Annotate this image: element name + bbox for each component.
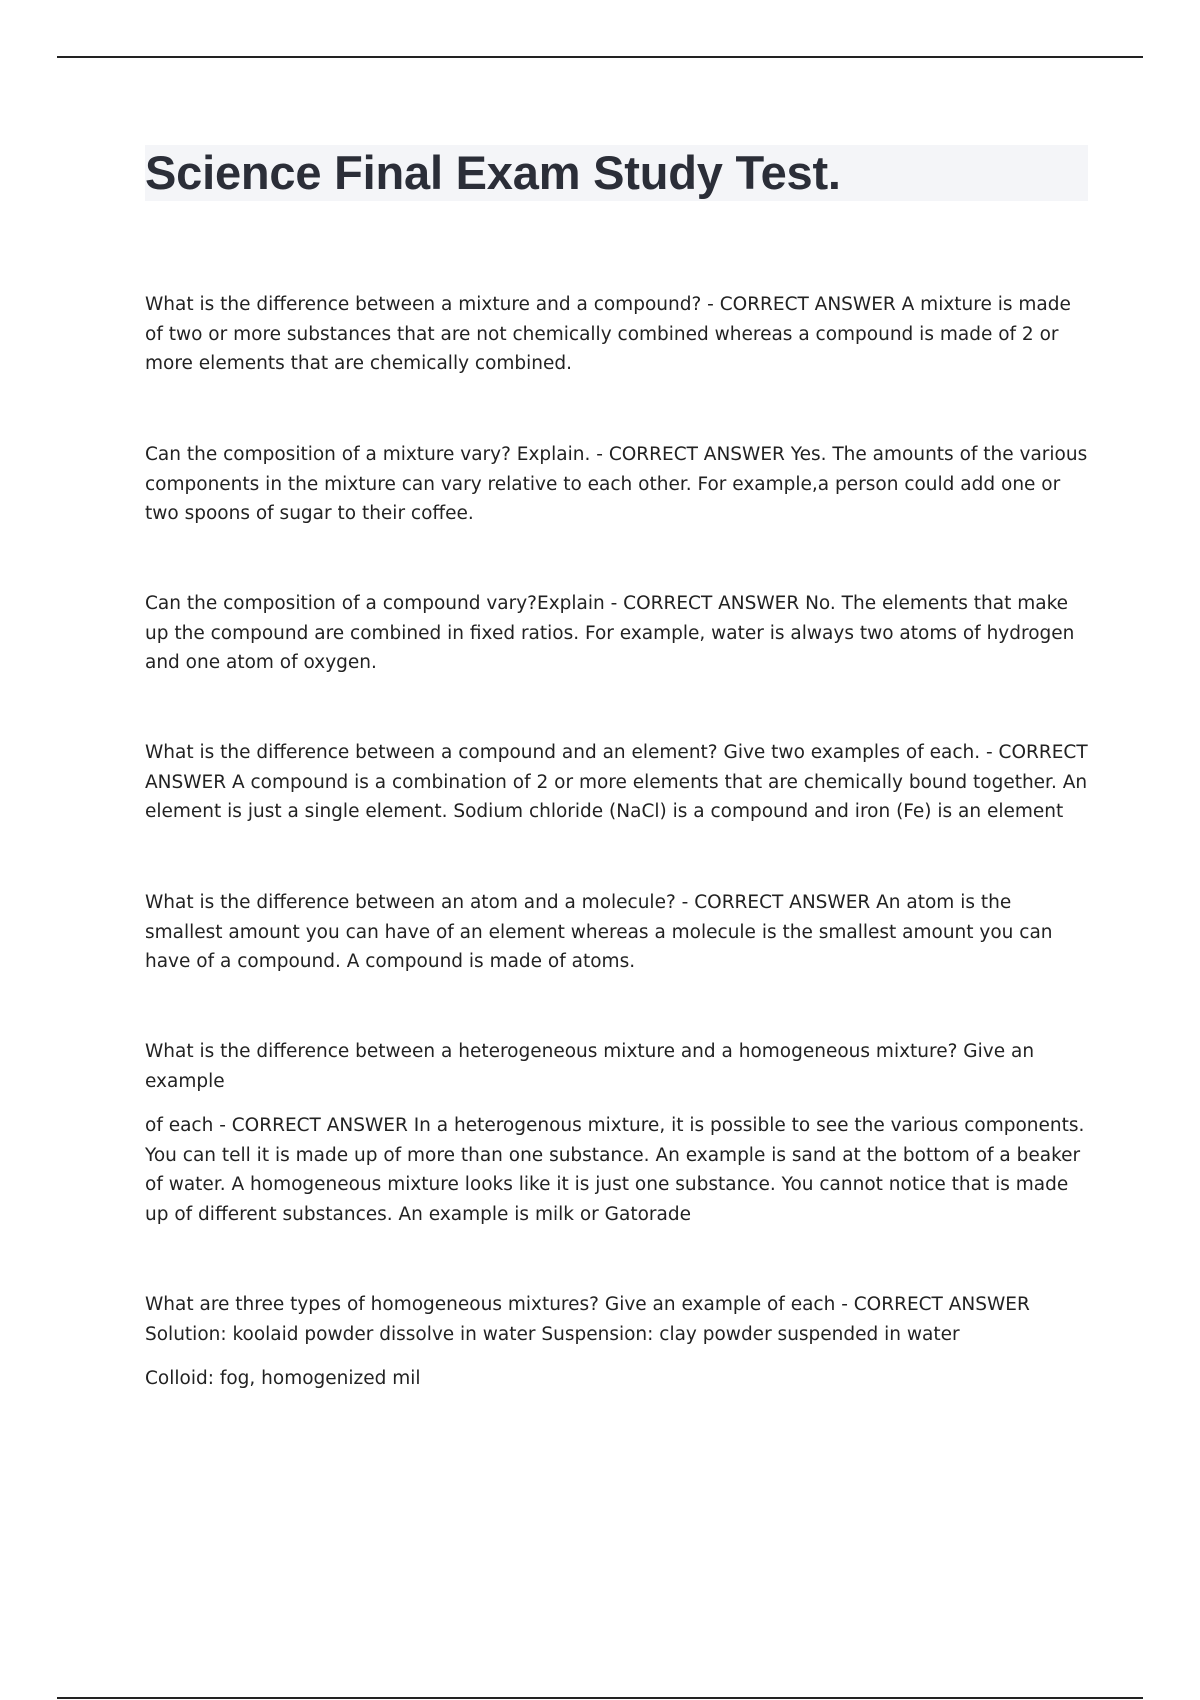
qa-continuation: of each - CORRECT ANSWER In a heterogenous mixture, it is possible to see the various components. You can tell it is made up of more than one substance. An example is sand at the bottom of a beaker of water. A homogeneous mixture looks like it is just one substance. You cannot notice that is made up of different substances. An example is milk or Gatorade (145, 1115, 1085, 1225)
qa-block-2 (145, 440, 1090, 529)
qa-item (145, 290, 1090, 379)
document-title: Science Final Exam Study Test. (145, 146, 841, 199)
top-rule (57, 56, 1143, 58)
qa-item (145, 1290, 1090, 1394)
qa-item (145, 440, 1090, 529)
qa-block-6 (145, 1037, 1090, 1229)
qa-block-7 (145, 1290, 1090, 1394)
qa-item (145, 888, 1090, 977)
qa-text: What is the difference between an atom and a molecule? - CORRECT ANSWER An atom is the smallest amount you can have of an element whereas a molecule is the smallest amount you can have of a compound. A compound is made of atoms. (145, 892, 1053, 972)
qa-text: What is the difference between a compound and an element? Give two examples of each. - CORRECT ANSWER A compound is a combination of 2 or more elements that are chemically bound together. An element is just a single element. Sodium chloride (NaCl) is a compound and iron (Fe) is an element (145, 742, 1088, 822)
bottom-rule (57, 1697, 1143, 1699)
qa-block-1 (145, 290, 1090, 379)
qa-item (145, 589, 1090, 678)
qa-block-4 (145, 738, 1090, 827)
qa-text: What are three types of homogeneous mixtures? Give an example of each - CORRECT ANSWER Solution: koolaid powder dissolve in water Suspension: clay powder suspended in water (145, 1294, 1030, 1345)
qa-item (145, 1037, 1090, 1229)
qa-item (145, 738, 1090, 827)
qa-text: What is the difference between a mixture and a compound? - CORRECT ANSWER A mixture is made of two or more substances that are not chemically combined whereas a compound is made of 2 or more elements that are chemically combined. (145, 294, 1071, 374)
qa-block-3 (145, 589, 1090, 678)
qa-text: Can the composition of a compound vary?Explain - CORRECT ANSWER No. The elements that make up the compound are combined in fixed ratios. For example, water is always two atoms of hydrogen and one atom of oxygen. (145, 593, 1075, 673)
qa-continuation: Colloid: fog, homogenized mil (145, 1368, 421, 1389)
qa-block-5 (145, 888, 1090, 977)
qa-text: What is the difference between a heterogeneous mixture and a homogeneous mixture? Give an example (145, 1041, 1035, 1092)
qa-text: Can the composition of a mixture vary? Explain. - CORRECT ANSWER Yes. The amounts of the various components in the mixture can vary relative to each other. For example,a person could add one or two spoons of sugar to their coffee. (145, 444, 1088, 524)
